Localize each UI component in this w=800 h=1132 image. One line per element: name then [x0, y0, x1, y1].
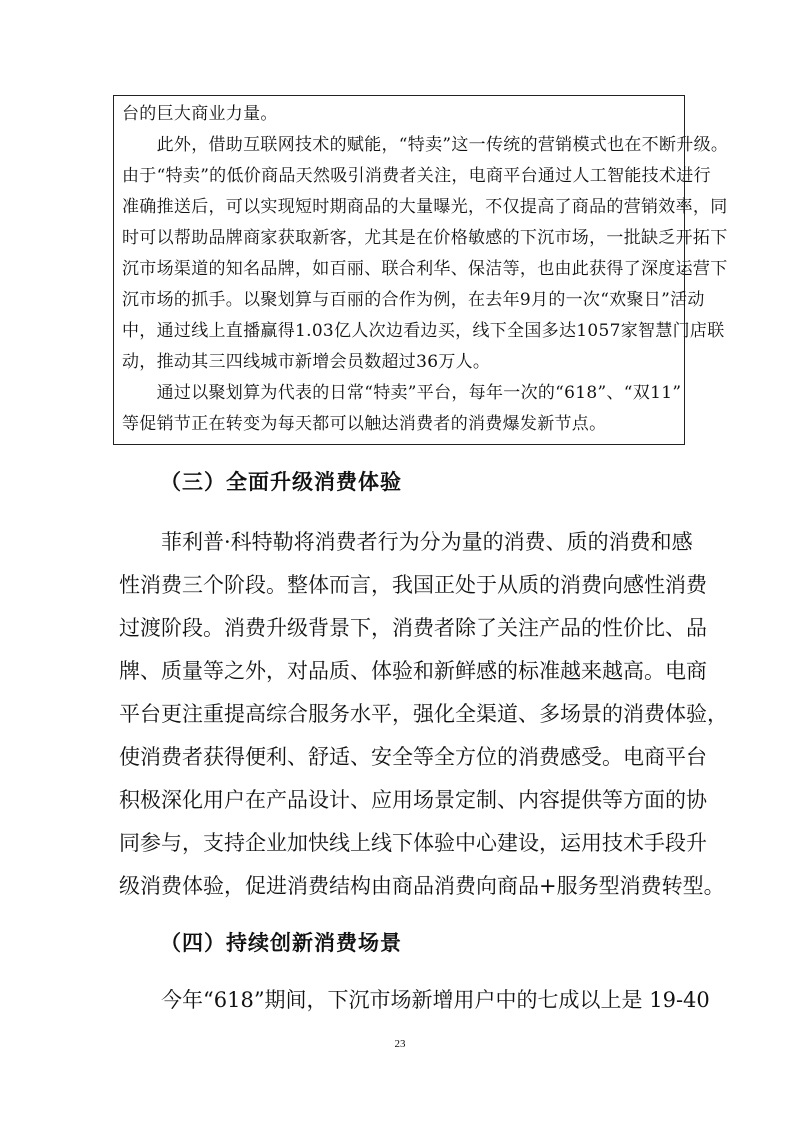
box-line: 此外，借助互联网技术的赋能，“特卖”这一传统的营销模式也在不断升级。	[122, 135, 729, 155]
box-line: 等促销节正在转变为每天都可以触达消费者的消费爆发新节点。	[122, 414, 607, 434]
paragraph-line: 过渡阶段。消费升级背景下，消费者除了关注产品的性价比、品	[119, 616, 707, 640]
page-number: 23	[394, 1038, 406, 1050]
box-line: 由于“特卖”的低价商品天然吸引消费者关注，电商平台通过人工智能技术进行	[122, 166, 711, 186]
box-line: 通过以聚划算为代表的日常“特卖”平台，每年一次的“618”、“双11”	[122, 383, 682, 403]
box-line: 准确推送后，可以实现短时期商品的大量曝光，不仅提高了商品的营销效率，同	[122, 197, 728, 217]
paragraph-line: 平台更注重提高综合服务水平，强化全渠道、多场景的消费体验，	[119, 702, 728, 726]
paragraph-line: 性消费三个阶段。整体而言，我国正处于从质的消费向感性消费	[119, 573, 707, 597]
paragraph-line: 级消费体验，促进消费结构由商品消费向商品+服务型消费转型。	[119, 874, 725, 898]
section-heading: （三）全面升级消费体验	[160, 469, 402, 494]
case-study-box	[113, 95, 729, 445]
box-line: 中，通过线上直播赢得1.03亿人次边看边买，线下全国多达1057家智慧门店联	[122, 321, 725, 341]
box-line: 沉市场的抓手。以聚划算与百丽的合作为例，在去年9月的一次“欢聚日”活动	[122, 290, 705, 310]
box-line: 时可以帮助品牌商家获取新客，尤其是在价格敏感的下沉市场，一批缺乏开拓下	[122, 228, 728, 248]
paragraph-line: 积极深化用户在产品设计、应用场景定制、内容提供等方面的协	[119, 788, 707, 812]
paragraph-line: 同参与，支持企业加快线上线下体验中心建设，运用技术手段升	[119, 831, 707, 855]
box-line: 沉市场渠道的知名品牌，如百丽、联合利华、保洁等，也由此获得了深度运营下	[122, 259, 728, 279]
box-line: 动，推动其三四线城市新增会员数超过36万人。	[122, 352, 491, 372]
paragraph-line: 菲利普·科特勒将消费者行为分为量的消费、质的消费和感	[119, 530, 693, 554]
paragraph-line: 今年“618”期间，下沉市场新增用户中的七成以上是 19-40	[119, 988, 710, 1012]
box-line: 台的巨大商业力量。	[122, 104, 278, 124]
section-heading: （四）持续创新消费场景	[160, 930, 402, 955]
paragraph-line: 使消费者获得便利、舒适、安全等全方位的消费感受。电商平台	[119, 745, 707, 769]
paragraph-line: 牌、质量等之外，对品质、体验和新鲜感的标准越来越高。电商	[119, 659, 707, 683]
